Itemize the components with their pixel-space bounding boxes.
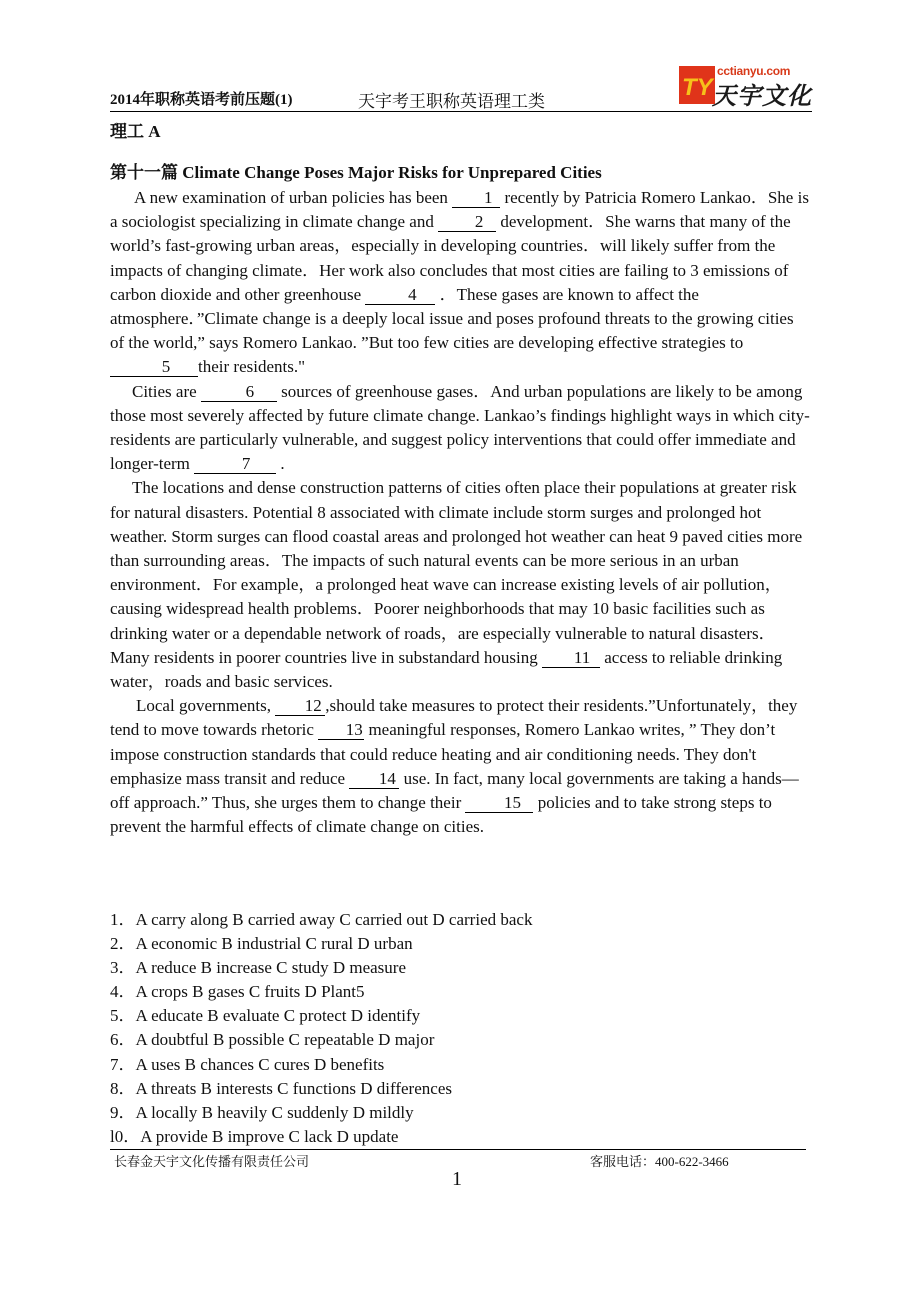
p3-text-a: The locations and dense construction patterns of cities often place their populations at greater risk for natural disasters. Potential bbox=[110, 478, 797, 522]
answer-options bbox=[110, 908, 710, 1149]
p3-text-e: access to reliable drinking water，roads and basic services. bbox=[110, 647, 783, 692]
blank-8: 8 bbox=[317, 502, 331, 522]
p2-text-b: sources of greenhouse gases．And urban populations are likely to be among those most severely affected by future climate change. Lankao’s findings highlight ways in which city-residents are particularly vulnerable, and suggest policy interventions that could offer immediate and longer-term bbox=[110, 381, 810, 474]
blank-15: 15 bbox=[465, 794, 533, 813]
p2-text-a: Cities are bbox=[132, 381, 201, 401]
blank-3: 3 bbox=[690, 260, 703, 280]
p3-text-b: associated with climate include storm surges and prolonged hot weather. Storm surges can flood coastal areas and prolonged hot weather can heat bbox=[110, 502, 762, 546]
p1-text-b: recently by Patricia Romero Lankao．She is a sociologist specializing in climate change and bbox=[110, 188, 809, 232]
p1-text-f: their residents." bbox=[198, 357, 306, 377]
p3-text-c: paved cities more than surrounding areas．The impacts of such natural events can be more serious in an urban environment．For example，a prolonged heat wave can increase existing levels of air pollution，causing widespread health problems．Poorer neighborhoods that may bbox=[110, 526, 803, 619]
paragraph-2 bbox=[110, 380, 810, 477]
article-title: 第十一篇 Climate Change Poses Major Risks for Unprepared Cities bbox=[110, 163, 602, 182]
option-row-5: 5．A educate B evaluate C protect D identify bbox=[110, 1006, 421, 1026]
page-number: 1 bbox=[452, 1168, 462, 1190]
header-series-title: 天宇考王职称英语理工类 bbox=[358, 92, 545, 111]
option-row-10: l0．A provide B improve C lack D update bbox=[110, 1126, 399, 1146]
blank-11: 11 bbox=[542, 649, 600, 668]
blank-7: 7 bbox=[194, 455, 276, 474]
paragraph-3 bbox=[110, 476, 810, 694]
blank-4: 4 bbox=[365, 286, 435, 305]
blank-12: 12 bbox=[275, 697, 325, 716]
p1-text-d: emissions of carbon dioxide and other greenhouse bbox=[110, 260, 789, 304]
option-row-8: 8．A threats B interests C functions D differences bbox=[110, 1078, 452, 1098]
option-row-4: 4．A crops B gases C fruits D Plant5 bbox=[110, 982, 365, 1002]
header-divider bbox=[110, 111, 812, 112]
section-label: 理工 A bbox=[110, 122, 161, 141]
paragraph-1 bbox=[110, 186, 810, 380]
p1-text-a: A new examination of urban policies has been bbox=[134, 188, 453, 207]
footer-phone: 客服电话：400-622-3466 bbox=[590, 1154, 729, 1169]
p4-text-e: policies and to take strong steps to prevent the harmful effects of climate change on cities. bbox=[110, 793, 772, 837]
blank-5: 5 bbox=[110, 358, 198, 377]
blank-14: 14 bbox=[349, 770, 399, 789]
option-row-1: 1．A carry along B carried away C carried out D carried back bbox=[110, 910, 533, 929]
article bbox=[110, 160, 810, 839]
blank-13: 13 bbox=[318, 721, 364, 740]
p4-text-d: use. In fact, many local governments are taking a hands—off approach.” Thus, she urges them to change their bbox=[110, 768, 799, 813]
blank-9: 9 bbox=[669, 526, 683, 546]
p1-text-c: development．She warns that many of the world’s fast-growing urban areas，especially in developing countries．will likely suffer from the impacts of changing climate．Her work also concludes that most cities are failing to bbox=[110, 212, 791, 280]
option-row-2: 2．A economic B industrial C rural D urban bbox=[110, 934, 413, 954]
paragraph-4 bbox=[110, 694, 810, 839]
option-row-7: 7．A uses B chances C cures D benefits bbox=[110, 1054, 385, 1074]
logo-url-text: cctianyu.com bbox=[717, 64, 791, 78]
p4-text-c: meaningful responses, Romero Lankao writes, ” They don’t impose construction standards that could reduce heating and air conditioning needs. They don't emphasize mass transit and reduce bbox=[110, 720, 776, 788]
option-row-6: 6．A doubtful B possible C repeatable D major bbox=[110, 1030, 435, 1050]
p1-text-e: ．These gases are known to affect the atmosphere．”Climate change is a deeply local issue and poses profound threats to the growing cities of the world,” says Romero Lankao. ”But too few cities are developing effective strategies to bbox=[110, 284, 794, 353]
blank-1: 1 bbox=[452, 189, 500, 208]
blank-10: 10 bbox=[592, 599, 610, 619]
p3-text-d: basic facilities such as drinking water or a dependable network of roads，are especially vulnerable to natural disasters．Many residents in poorer countries live in substandard housing bbox=[110, 599, 776, 667]
blank-6: 6 bbox=[201, 383, 277, 402]
footer-company: 长春金天宇文化传播有限责任公司 bbox=[114, 1154, 310, 1169]
p2-text-c: . bbox=[276, 454, 285, 474]
blank-2: 2 bbox=[438, 213, 496, 232]
ty-logo-icon bbox=[679, 66, 715, 106]
logo-mark-text: TY bbox=[682, 74, 713, 101]
option-row-3: 3．A reduce B increase C study D measure bbox=[110, 958, 406, 978]
footer-divider bbox=[110, 1149, 806, 1150]
logo-brand-name: 天宇文化 bbox=[712, 84, 812, 110]
header-exam-title: 2014年职称英语考前压题(1) bbox=[110, 92, 293, 108]
p4-text-b: ,should take measures to protect their residents.”Unfortunately，they tend to move towards rhetoric bbox=[110, 696, 798, 740]
p4-text-a: Local governments, bbox=[136, 696, 276, 716]
option-row-9: 9．A locally B heavily C suddenly D mildly bbox=[110, 1102, 414, 1122]
tianyu-logo bbox=[679, 64, 819, 108]
